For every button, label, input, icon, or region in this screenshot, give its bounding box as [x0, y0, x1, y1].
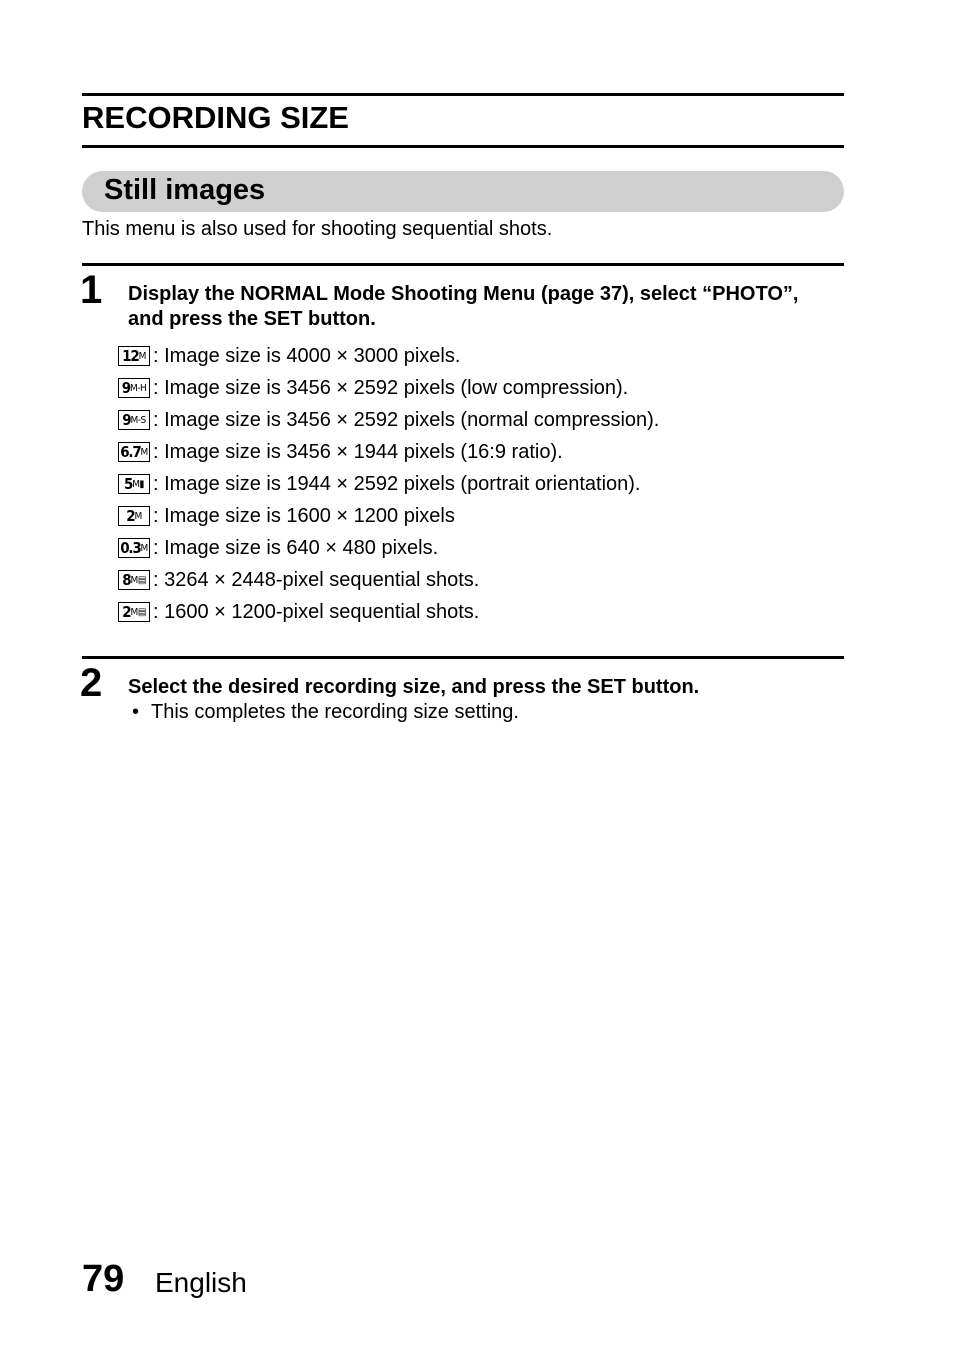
- 8m-sequential-size-icon: 8 M▤: [118, 570, 150, 590]
- recording-size-list: [118, 340, 659, 628]
- size-option-description: : Image size is 1944 × 2592 pixels (portrait orientation).: [153, 472, 641, 495]
- 0-3m-size-icon: 0.3 M: [118, 538, 150, 558]
- 5m-portrait-size-icon: 5 M▮: [118, 474, 150, 494]
- size-option-description: : Image size is 3456 × 1944 pixels (16:9 ratio).: [153, 440, 563, 463]
- step-1-text: Display the NORMAL Mode Shooting Menu (page 37), select “PHOTO”, and press the SET button.: [128, 283, 799, 330]
- step-2-rule: [82, 656, 844, 659]
- 6-7m-size-icon: 6.7 M: [118, 442, 150, 462]
- bullet-mark: •: [132, 701, 140, 723]
- size-option-description: : Image size is 3456 × 2592 pixels (low compression).: [153, 376, 629, 399]
- size-option-description: : Image size is 3456 × 2592 pixels (normal compression).: [153, 408, 660, 431]
- size-option-row: [118, 500, 659, 532]
- 12m-size-icon: 12 M: [118, 346, 150, 366]
- size-option-row: [118, 372, 659, 404]
- step-1-number: 1: [80, 268, 103, 312]
- step-2-bullet: [132, 701, 519, 724]
- 9m-h-size-icon: 9 M-H: [118, 378, 150, 398]
- size-option-description: : 1600 × 1200-pixel sequential shots.: [153, 600, 480, 623]
- size-option-description: : Image size is 640 × 480 pixels.: [153, 536, 439, 559]
- size-option-description: : Image size is 4000 × 3000 pixels.: [153, 344, 461, 367]
- 2m-sequential-size-icon: 2 M▤: [118, 602, 150, 622]
- page-title: RECORDING SIZE: [82, 100, 349, 135]
- 2m-size-icon: 2 M: [118, 506, 150, 526]
- intro-text: This menu is also used for shooting sequential shots.: [82, 218, 553, 240]
- 9m-s-size-icon: 9 M-S: [118, 410, 150, 430]
- size-option-row: [118, 404, 659, 436]
- size-option-row: [118, 436, 659, 468]
- page-number: 79: [82, 1258, 125, 1300]
- size-option-description: : 3264 × 2448-pixel sequential shots.: [153, 568, 480, 591]
- header-bottom-rule: [82, 145, 844, 148]
- step-2-number: 2: [80, 661, 103, 705]
- subsection-title: Still images: [104, 174, 266, 206]
- subsection-banner: [82, 171, 844, 212]
- page-language: English: [155, 1267, 247, 1298]
- bullet-text: This completes the recording size setting.: [151, 701, 519, 723]
- step-1-rule: [82, 263, 844, 266]
- size-option-row: [118, 564, 659, 596]
- size-option-row: [118, 340, 659, 372]
- step-2-text: Select the desired recording size, and press the SET button.: [128, 676, 700, 698]
- size-option-row: [118, 596, 659, 628]
- header-top-rule: [82, 93, 844, 96]
- size-option-row: [118, 468, 659, 500]
- size-option-description: : Image size is 1600 × 1200 pixels: [153, 504, 455, 527]
- size-option-row: [118, 532, 659, 564]
